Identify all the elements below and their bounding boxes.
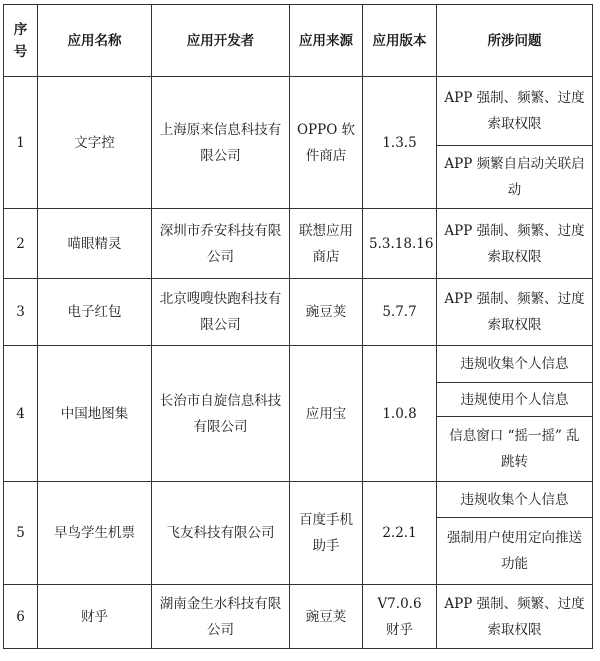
cell-version: 5.7.7 bbox=[363, 279, 437, 346]
cell-source: 豌豆荚 bbox=[290, 279, 363, 346]
cell-version: 5.3.18.16 bbox=[363, 209, 437, 279]
cell-source: OPPO 软件商店 bbox=[290, 77, 363, 209]
cell-issue: APP 强制、频繁、过度索取权限 bbox=[437, 209, 593, 279]
cell-developer: 湖南金生水科技有限公司 bbox=[152, 585, 290, 649]
cell-developer: 北京嗖嗖快跑科技有限公司 bbox=[152, 279, 290, 346]
cell-source: 豌豆荚 bbox=[290, 585, 363, 649]
cell-name: 财乎 bbox=[38, 585, 152, 649]
cell-issue: 违规收集个人信息 bbox=[437, 346, 593, 383]
cell-issue: 强制用户使用定向推送功能 bbox=[437, 518, 593, 585]
cell-name: 电子红包 bbox=[38, 279, 152, 346]
cell-version: 2.2.1 bbox=[363, 482, 437, 585]
cell-issue: APP 频繁自启动关联启动 bbox=[437, 146, 593, 209]
header-name: 应用名称 bbox=[38, 5, 152, 77]
header-issues: 所涉问题 bbox=[437, 5, 593, 77]
header-version: 应用版本 bbox=[363, 5, 437, 77]
cell-name: 文字控 bbox=[38, 77, 152, 209]
cell-developer: 飞友科技有限公司 bbox=[152, 482, 290, 585]
app-issues-table bbox=[3, 4, 593, 649]
cell-version: 1.0.8 bbox=[363, 346, 437, 482]
cell-no: 2 bbox=[4, 209, 38, 279]
cell-no: 5 bbox=[4, 482, 38, 585]
cell-no: 1 bbox=[4, 77, 38, 209]
cell-no: 3 bbox=[4, 279, 38, 346]
table-row bbox=[4, 279, 593, 346]
cell-name: 中国地图集 bbox=[38, 346, 152, 482]
cell-version: V7.0.6 财乎 bbox=[363, 585, 437, 649]
cell-version: 1.3.5 bbox=[363, 77, 437, 209]
table-row bbox=[4, 77, 593, 146]
cell-developer: 长治市自旋信息科技有限公司 bbox=[152, 346, 290, 482]
table-row bbox=[4, 585, 593, 649]
cell-source: 百度手机助手 bbox=[290, 482, 363, 585]
cell-no: 4 bbox=[4, 346, 38, 482]
header-source: 应用来源 bbox=[290, 5, 363, 77]
cell-issue: 信息窗口 “摇一摇” 乱跳转 bbox=[437, 417, 593, 482]
cell-issue: 违规收集个人信息 bbox=[437, 482, 593, 518]
cell-developer: 上海原来信息科技有限公司 bbox=[152, 77, 290, 209]
cell-issue: 违规使用个人信息 bbox=[437, 383, 593, 417]
header-no: 序号 bbox=[4, 5, 38, 77]
cell-source: 应用宝 bbox=[290, 346, 363, 482]
table-row bbox=[4, 482, 593, 518]
cell-developer: 深圳市乔安科技有限公司 bbox=[152, 209, 290, 279]
cell-name: 喵眼精灵 bbox=[38, 209, 152, 279]
cell-issue: APP 强制、频繁、过度索取权限 bbox=[437, 279, 593, 346]
cell-no: 6 bbox=[4, 585, 38, 649]
table-row bbox=[4, 346, 593, 383]
table-row bbox=[4, 209, 593, 279]
header-developer: 应用开发者 bbox=[152, 5, 290, 77]
cell-source: 联想应用商店 bbox=[290, 209, 363, 279]
cell-name: 早鸟学生机票 bbox=[38, 482, 152, 585]
cell-issue: APP 强制、频繁、过度索取权限 bbox=[437, 77, 593, 146]
header-row bbox=[4, 5, 593, 77]
cell-issue: APP 强制、频繁、过度索取权限 bbox=[437, 585, 593, 649]
